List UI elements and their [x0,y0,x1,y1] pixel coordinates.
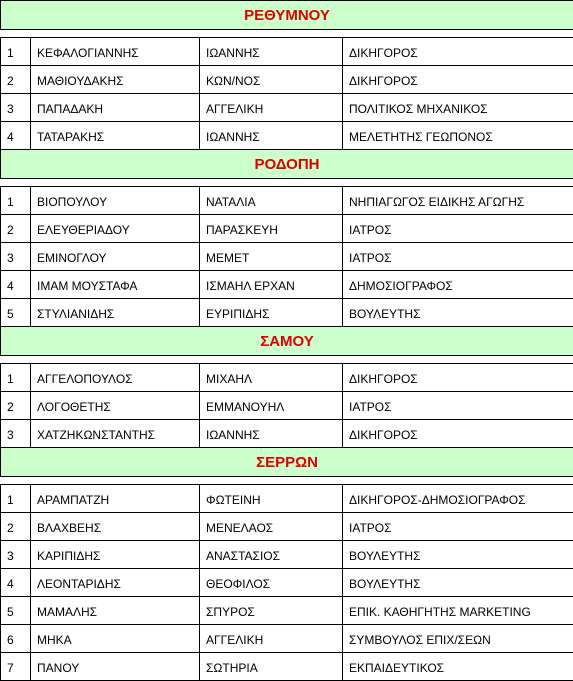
first-name: ΙΩΑΝΝΗΣ [200,38,343,66]
table-row [1,66,573,94]
profession: ΔΙΚΗΓΟΡΟΣ [343,364,573,392]
table-row [1,569,573,597]
profession: ΜΕΛΕΤΗΤΗΣ ΓΕΩΠΟΝΟΣ [343,122,573,150]
row-number: 4 [1,122,31,150]
profession: ΒΟΥΛΕΥΤΗΣ [343,569,573,597]
spacer-cell [1,179,573,187]
first-name: ΜΙΧΑΗΛ [200,364,343,392]
section-title: ΣΑΜΟΥ [1,327,573,356]
first-name: ΝΑΤΑΛΙΑ [200,187,343,215]
table-row [1,243,573,271]
profession: ΕΚΠΑΙΔΕΥΤΙΚΟΣ [343,653,573,681]
section-title: ΡΕΘΥΜΝΟΥ [1,1,573,30]
profession: ΔΙΚΗΓΟΡΟΣ [343,420,573,448]
profession: ΕΠΙΚ. ΚΑΘΗΓΗΤΗΣ MARKETING [343,597,573,625]
row-number: 2 [1,215,31,243]
table-row [1,392,573,420]
surname: ΚΕΦΑΛΟΓΙΑΝΝΗΣ [31,38,200,66]
first-name: ΣΩΤΗΡΙΑ [200,653,343,681]
table-row [1,541,573,569]
profession: ΙΑΤΡΟΣ [343,243,573,271]
profession: ΔΙΚΗΓΟΡΟΣ-ΔΗΜΟΣΙΟΓΡΑΦΟΣ [343,485,573,513]
profession: ΙΑΤΡΟΣ [343,513,573,541]
row-number: 1 [1,364,31,392]
table-row [1,271,573,299]
surname: ΚΑΡΙΠΙΔΗΣ [31,541,200,569]
candidates-table-body [1,1,573,681]
first-name: ΦΩΤΕΙΝΗ [200,485,343,513]
surname: ΧΑΤΖΗΚΩΝΣΤΑΝΤΗΣ [31,420,200,448]
first-name: ΑΓΓΕΛΙΚΗ [200,94,343,122]
surname: ΕΛΕΥΘΕΡΙΑΔΟΥ [31,215,200,243]
surname: ΑΡΑΜΠΑΤΖΗ [31,485,200,513]
section-spacer [1,477,573,485]
surname: ΤΑΤΑΡΑΚΗΣ [31,122,200,150]
surname: ΠΑΠΑΔΑΚΗ [31,94,200,122]
row-number: 7 [1,653,31,681]
row-number: 2 [1,66,31,94]
table-row [1,625,573,653]
table-row [1,597,573,625]
row-number: 1 [1,485,31,513]
table-row [1,38,573,66]
surname: ΒΛΑΧΒΕΗΣ [31,513,200,541]
first-name: ΘΕΟΦΙΛΟΣ [200,569,343,597]
table-row [1,215,573,243]
first-name: ΜΕΝΕΛΑΟΣ [200,513,343,541]
first-name: ΙΩΑΝΝΗΣ [200,122,343,150]
section-header [1,448,573,477]
row-number: 4 [1,271,31,299]
table-row [1,485,573,513]
profession: ΔΙΚΗΓΟΡΟΣ [343,66,573,94]
first-name: ΑΝΑΣΤΑΣΙΟΣ [200,541,343,569]
section-spacer [1,30,573,38]
table-row [1,187,573,215]
table-row [1,513,573,541]
first-name: ΜΕΜΕΤ [200,243,343,271]
first-name: ΕΥΡΙΠΙΔΗΣ [200,299,343,327]
surname: ΒΙΟΠΟΥΛΟΥ [31,187,200,215]
surname: ΕΜΙΝΟΓΛΟΥ [31,243,200,271]
surname: ΛΕΟΝΤΑΡΙΔΗΣ [31,569,200,597]
surname: ΛΟΓΟΘΕΤΗΣ [31,392,200,420]
row-number: 3 [1,94,31,122]
row-number: 5 [1,597,31,625]
row-number: 3 [1,420,31,448]
first-name: ΙΩΑΝΝΗΣ [200,420,343,448]
profession: ΙΑΤΡΟΣ [343,392,573,420]
row-number: 5 [1,299,31,327]
profession: ΒΟΥΛΕΥΤΗΣ [343,299,573,327]
table-row [1,364,573,392]
table-row [1,420,573,448]
profession: ΔΙΚΗΓΟΡΟΣ [343,38,573,66]
section-header [1,150,573,179]
row-number: 6 [1,625,31,653]
row-number: 2 [1,392,31,420]
row-number: 3 [1,243,31,271]
section-header [1,1,573,30]
profession: ΣΥΜΒΟΥΛΟΣ ΕΠΙΧ/ΣΕΩΝ [343,625,573,653]
profession: ΙΑΤΡΟΣ [343,215,573,243]
section-spacer [1,179,573,187]
profession: ΠΟΛΙΤΙΚΟΣ ΜΗΧΑΝΙΚΟΣ [343,94,573,122]
section-title: ΡΟΔΟΠΗ [1,150,573,179]
surname: ΑΓΓΕΛΟΠΟΥΛΟΣ [31,364,200,392]
first-name: ΣΠΥΡΟΣ [200,597,343,625]
table-row [1,299,573,327]
section-spacer [1,356,573,364]
surname: ΜΗΚΑ [31,625,200,653]
first-name: ΠΑΡΑΣΚΕΥΗ [200,215,343,243]
first-name: ΙΣΜΑΗΛ ΕΡΧΑΝ [200,271,343,299]
row-number: 1 [1,187,31,215]
table-row [1,653,573,681]
spacer-cell [1,477,573,485]
surname: ΣΤΥΛΙΑΝΙΔΗΣ [31,299,200,327]
section-header [1,327,573,356]
spacer-cell [1,356,573,364]
first-name: ΕΜΜΑΝΟΥΗΛ [200,392,343,420]
row-number: 1 [1,38,31,66]
surname: ΠΑΝΟΥ [31,653,200,681]
table-row [1,122,573,150]
row-number: 2 [1,513,31,541]
surname: ΜΑΜΑΛΗΣ [31,597,200,625]
surname: ΜΑΘΙΟΥΔΑΚΗΣ [31,66,200,94]
surname: ΙΜΑΜ ΜΟΥΣΤΑΦΑ [31,271,200,299]
profession: ΝΗΠΙΑΓΩΓΟΣ ΕΙΔΙΚΗΣ ΑΓΩΓΗΣ [343,187,573,215]
row-number: 4 [1,569,31,597]
table-row [1,94,573,122]
spacer-cell [1,30,573,38]
section-title: ΣΕΡΡΩΝ [1,448,573,477]
row-number: 3 [1,541,31,569]
profession: ΒΟΥΛΕΥΤΗΣ [343,541,573,569]
profession: ΔΗΜΟΣΙΟΓΡΑΦΟΣ [343,271,573,299]
first-name: ΚΩΝ/ΝΟΣ [200,66,343,94]
first-name: ΑΓΓΕΛΙΚΗ [200,625,343,653]
